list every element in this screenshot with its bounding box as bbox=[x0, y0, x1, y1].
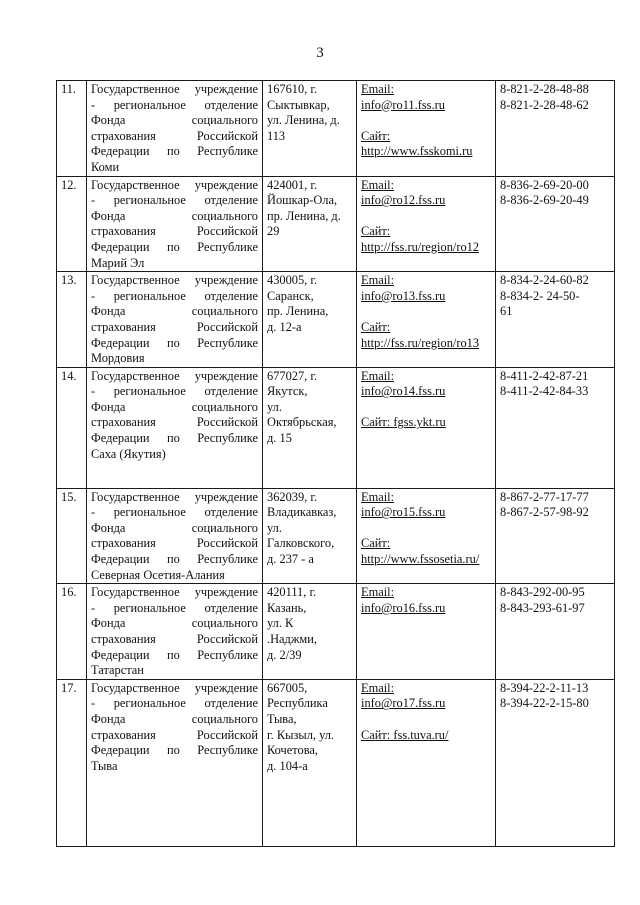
organization-name-line: Саха (Якутия) bbox=[91, 446, 166, 461]
organization-name-line: Фонда социального bbox=[91, 399, 258, 414]
address-line: .Наджми, bbox=[267, 632, 317, 647]
organization-name-line: Федерации по Республике bbox=[91, 335, 258, 350]
row-number: 11. bbox=[57, 81, 87, 177]
organization-name-line: - региональное отделение bbox=[91, 600, 258, 615]
address-line: пр. Ленина, bbox=[267, 304, 329, 319]
email-link[interactable]: info@ro14.fss.ru bbox=[361, 384, 446, 399]
contacts bbox=[357, 176, 496, 272]
address-line: д. 237 - а bbox=[267, 552, 314, 567]
email-link[interactable]: info@ro15.fss.ru bbox=[361, 505, 446, 520]
page-number: 3 bbox=[316, 45, 324, 61]
address-line: 113 bbox=[267, 128, 286, 143]
email-label: Email: bbox=[361, 273, 395, 288]
row-number: 17. bbox=[57, 679, 87, 846]
table-row bbox=[57, 81, 615, 177]
organization-name-line: страхования Российской bbox=[91, 632, 258, 647]
phone-number: 8-867-2-77-17-77 bbox=[500, 489, 589, 504]
organization-name bbox=[87, 81, 263, 177]
address bbox=[263, 679, 357, 846]
organization-name-line: страхования Российской bbox=[91, 224, 258, 239]
address-line: Саранск, bbox=[267, 288, 314, 303]
address-line: 420111, г. bbox=[267, 585, 317, 600]
spacer bbox=[361, 209, 491, 225]
phone-number: 8-394-22-2-15-80 bbox=[500, 696, 589, 711]
address-line: Республика bbox=[267, 696, 328, 711]
email-label: Email: bbox=[361, 368, 395, 383]
address-line: д. 104-а bbox=[267, 758, 308, 773]
site-label: Сайт: bbox=[361, 319, 391, 334]
phone-number: 8-843-293-61-97 bbox=[500, 600, 585, 615]
email-link[interactable]: info@ro17.fss.ru bbox=[361, 696, 446, 711]
phones bbox=[496, 488, 615, 584]
organization-name-line: Государственное учреждение bbox=[91, 680, 258, 695]
row-number: 14. bbox=[57, 367, 87, 488]
row-number: 13. bbox=[57, 272, 87, 368]
phone-number: 8-843-292-00-95 bbox=[500, 585, 585, 600]
organization-name-line: Государственное учреждение bbox=[91, 368, 258, 383]
email-link[interactable]: info@ro13.fss.ru bbox=[361, 288, 446, 303]
address-line: 167610, г. bbox=[267, 82, 318, 96]
fss-offices-table bbox=[56, 80, 615, 847]
contacts bbox=[357, 81, 496, 177]
row-number: 12. bbox=[57, 176, 87, 272]
email-link[interactable]: info@ro16.fss.ru bbox=[361, 600, 446, 615]
site-label: Сайт: bbox=[361, 727, 391, 742]
organization-name-line: страхования Российской bbox=[91, 319, 258, 334]
address-line: ул. Ленина, д. bbox=[267, 113, 340, 128]
address-line: Якутск, bbox=[267, 384, 308, 399]
organization-name-line: Фонда социального bbox=[91, 113, 258, 128]
organization-name-line: Фонда социального bbox=[91, 712, 258, 726]
email-label: Email: bbox=[361, 489, 395, 504]
spacer bbox=[361, 113, 491, 129]
address-line: 677027, г. bbox=[267, 368, 318, 383]
organization-name-line: страхования Российской bbox=[91, 536, 258, 551]
phone-number: 8-411-2-42-87-21 bbox=[500, 368, 589, 383]
address-line: Владикавказ, bbox=[267, 505, 337, 520]
organization-name-line: - региональное отделение bbox=[91, 193, 258, 208]
site-label: Сайт: bbox=[361, 536, 391, 551]
site-line bbox=[361, 415, 491, 431]
organization-name-line: Государственное учреждение bbox=[91, 585, 258, 600]
phone-number: 61 bbox=[500, 304, 513, 319]
address-line: Сыктывкар, bbox=[267, 97, 330, 112]
address-line: 424001, г. bbox=[267, 177, 318, 192]
organization-name-line: Фонда социального bbox=[91, 616, 258, 631]
site-link[interactable]: fgss.ykt.ru bbox=[393, 415, 446, 430]
phones bbox=[496, 176, 615, 272]
address-line: 362039, г. bbox=[267, 489, 318, 504]
organization-name-line: - региональное отделение bbox=[91, 505, 258, 520]
organization-name-line: Федерации по Республике bbox=[91, 647, 258, 662]
phone-number: 8-821-2-28-48-62 bbox=[500, 97, 589, 112]
address-line: д. 2/39 bbox=[267, 647, 302, 662]
row-number: 16. bbox=[57, 584, 87, 680]
contacts bbox=[357, 272, 496, 368]
spacer bbox=[361, 712, 491, 728]
address-line: г. Кызыл, ул. bbox=[267, 727, 334, 742]
organization-name-line: Федерации по Республике bbox=[91, 552, 258, 567]
organization-name-line: Мордовия bbox=[91, 351, 145, 366]
address bbox=[263, 272, 357, 368]
table-row bbox=[57, 176, 615, 272]
address-line: ул. bbox=[267, 520, 282, 535]
site-label: Сайт: bbox=[361, 415, 391, 430]
address-line: д. 12-а bbox=[267, 319, 302, 334]
phone-number: 8-394-22-2-11-13 bbox=[500, 680, 589, 695]
site-link[interactable]: fss.tuva.ru/ bbox=[393, 727, 449, 742]
site-link[interactable]: http://fss.ru/region/ro12 bbox=[361, 239, 480, 254]
spacer bbox=[361, 304, 491, 320]
address bbox=[263, 367, 357, 488]
organization-name-line: - региональное отделение bbox=[91, 384, 258, 399]
organization-name-line: Марий Эл bbox=[91, 255, 145, 270]
address-line: 667005, bbox=[267, 680, 308, 695]
address-line: д. 15 bbox=[267, 431, 292, 446]
row-number: 15. bbox=[57, 488, 87, 584]
site-label: Сайт: bbox=[361, 128, 391, 143]
organization-name-line: Фонда социального bbox=[91, 520, 258, 535]
table-body bbox=[57, 81, 615, 847]
spacer bbox=[361, 521, 491, 537]
table-row bbox=[57, 584, 615, 680]
organization-name-line: Фонда социального bbox=[91, 304, 258, 319]
address-line: 29 bbox=[267, 224, 280, 239]
address-line: Октябрьская, bbox=[267, 415, 337, 430]
organization-name-line: Тыва bbox=[91, 758, 118, 773]
email-label: Email: bbox=[361, 82, 395, 96]
table-row bbox=[57, 272, 615, 368]
email-label: Email: bbox=[361, 177, 395, 192]
organization-name-line: Татарстан bbox=[91, 663, 144, 678]
contacts bbox=[357, 679, 496, 846]
organization-name-line: - региональное отделение bbox=[91, 288, 258, 303]
email-label: Email: bbox=[361, 585, 395, 600]
address-line: 430005, г. bbox=[267, 273, 318, 288]
address bbox=[263, 584, 357, 680]
phones bbox=[496, 272, 615, 368]
address-line: пр. Ленина, д. bbox=[267, 208, 341, 223]
organization-name bbox=[87, 584, 263, 680]
phones bbox=[496, 584, 615, 680]
organization-name-line: Федерации по Республике bbox=[91, 239, 258, 254]
organization-name-line: Федерации по Республике bbox=[91, 144, 258, 159]
organization-name-line: Государственное учреждение bbox=[91, 82, 258, 96]
organization-name bbox=[87, 176, 263, 272]
organization-name-line: страхования Российской bbox=[91, 415, 258, 430]
address-line: ул. bbox=[267, 399, 282, 414]
spacer bbox=[361, 400, 491, 416]
table-row bbox=[57, 679, 615, 846]
organization-name bbox=[87, 488, 263, 584]
site-line bbox=[361, 728, 491, 744]
table-row bbox=[57, 367, 615, 488]
organization-name-line: Государственное учреждение bbox=[91, 489, 258, 504]
site-label: Сайт: bbox=[361, 224, 391, 239]
address bbox=[263, 488, 357, 584]
organization-name-line: Фонда социального bbox=[91, 208, 258, 223]
phones bbox=[496, 81, 615, 177]
organization-name bbox=[87, 272, 263, 368]
phone-number: 8-867-2-57-98-92 bbox=[500, 505, 589, 520]
site-link[interactable]: http://fss.ru/region/ro13 bbox=[361, 335, 480, 350]
site-link[interactable]: http://www.fsskomi.ru bbox=[361, 144, 473, 159]
contacts bbox=[357, 367, 496, 488]
email-link[interactable]: info@ro12.fss.ru bbox=[361, 193, 446, 208]
phone-number: 8-834-2-24-60-82 bbox=[500, 273, 589, 288]
address bbox=[263, 176, 357, 272]
organization-name-line: Государственное учреждение bbox=[91, 177, 258, 192]
organization-name-line: Коми bbox=[91, 159, 120, 174]
address-line: Казань, bbox=[267, 600, 307, 615]
organization-name-line: страхования Российской bbox=[91, 128, 258, 143]
site-link[interactable]: http://www.fssosetia.ru/ bbox=[361, 552, 480, 567]
email-link[interactable]: info@ro11.fss.ru bbox=[361, 97, 445, 112]
address-line: Тыва, bbox=[267, 712, 297, 726]
phones bbox=[496, 679, 615, 846]
phone-number: 8-834-2- 24-50- bbox=[500, 288, 580, 303]
address-line: Йошкар-Ола, bbox=[267, 193, 338, 208]
phone-number: 8-836-2-69-20-49 bbox=[500, 193, 589, 208]
address-line: Галковского, bbox=[267, 536, 335, 551]
phone-number: 8-821-2-28-48-88 bbox=[500, 82, 589, 96]
phone-number: 8-411-2-42-84-33 bbox=[500, 384, 589, 399]
phone-number: 8-836-2-69-20-00 bbox=[500, 177, 589, 192]
organization-name-line: - региональное отделение bbox=[91, 696, 258, 711]
organization-name bbox=[87, 367, 263, 488]
organization-name bbox=[87, 679, 263, 846]
organization-name-line: - региональное отделение bbox=[91, 97, 258, 112]
organization-name-line: страхования Российской bbox=[91, 727, 258, 742]
contacts bbox=[357, 488, 496, 584]
organization-name-line: Северная Осетия-Алания bbox=[91, 567, 225, 582]
address bbox=[263, 81, 357, 177]
phones bbox=[496, 367, 615, 488]
address-line: ул. К bbox=[267, 616, 294, 631]
email-label: Email: bbox=[361, 680, 395, 695]
organization-name-line: Федерации по Республике bbox=[91, 743, 258, 758]
organization-name-line: Государственное учреждение bbox=[91, 273, 258, 288]
address-line: Кочетова, bbox=[267, 743, 318, 758]
contacts bbox=[357, 584, 496, 680]
organization-name-line: Федерации по Республике bbox=[91, 431, 258, 446]
table-row bbox=[57, 488, 615, 584]
